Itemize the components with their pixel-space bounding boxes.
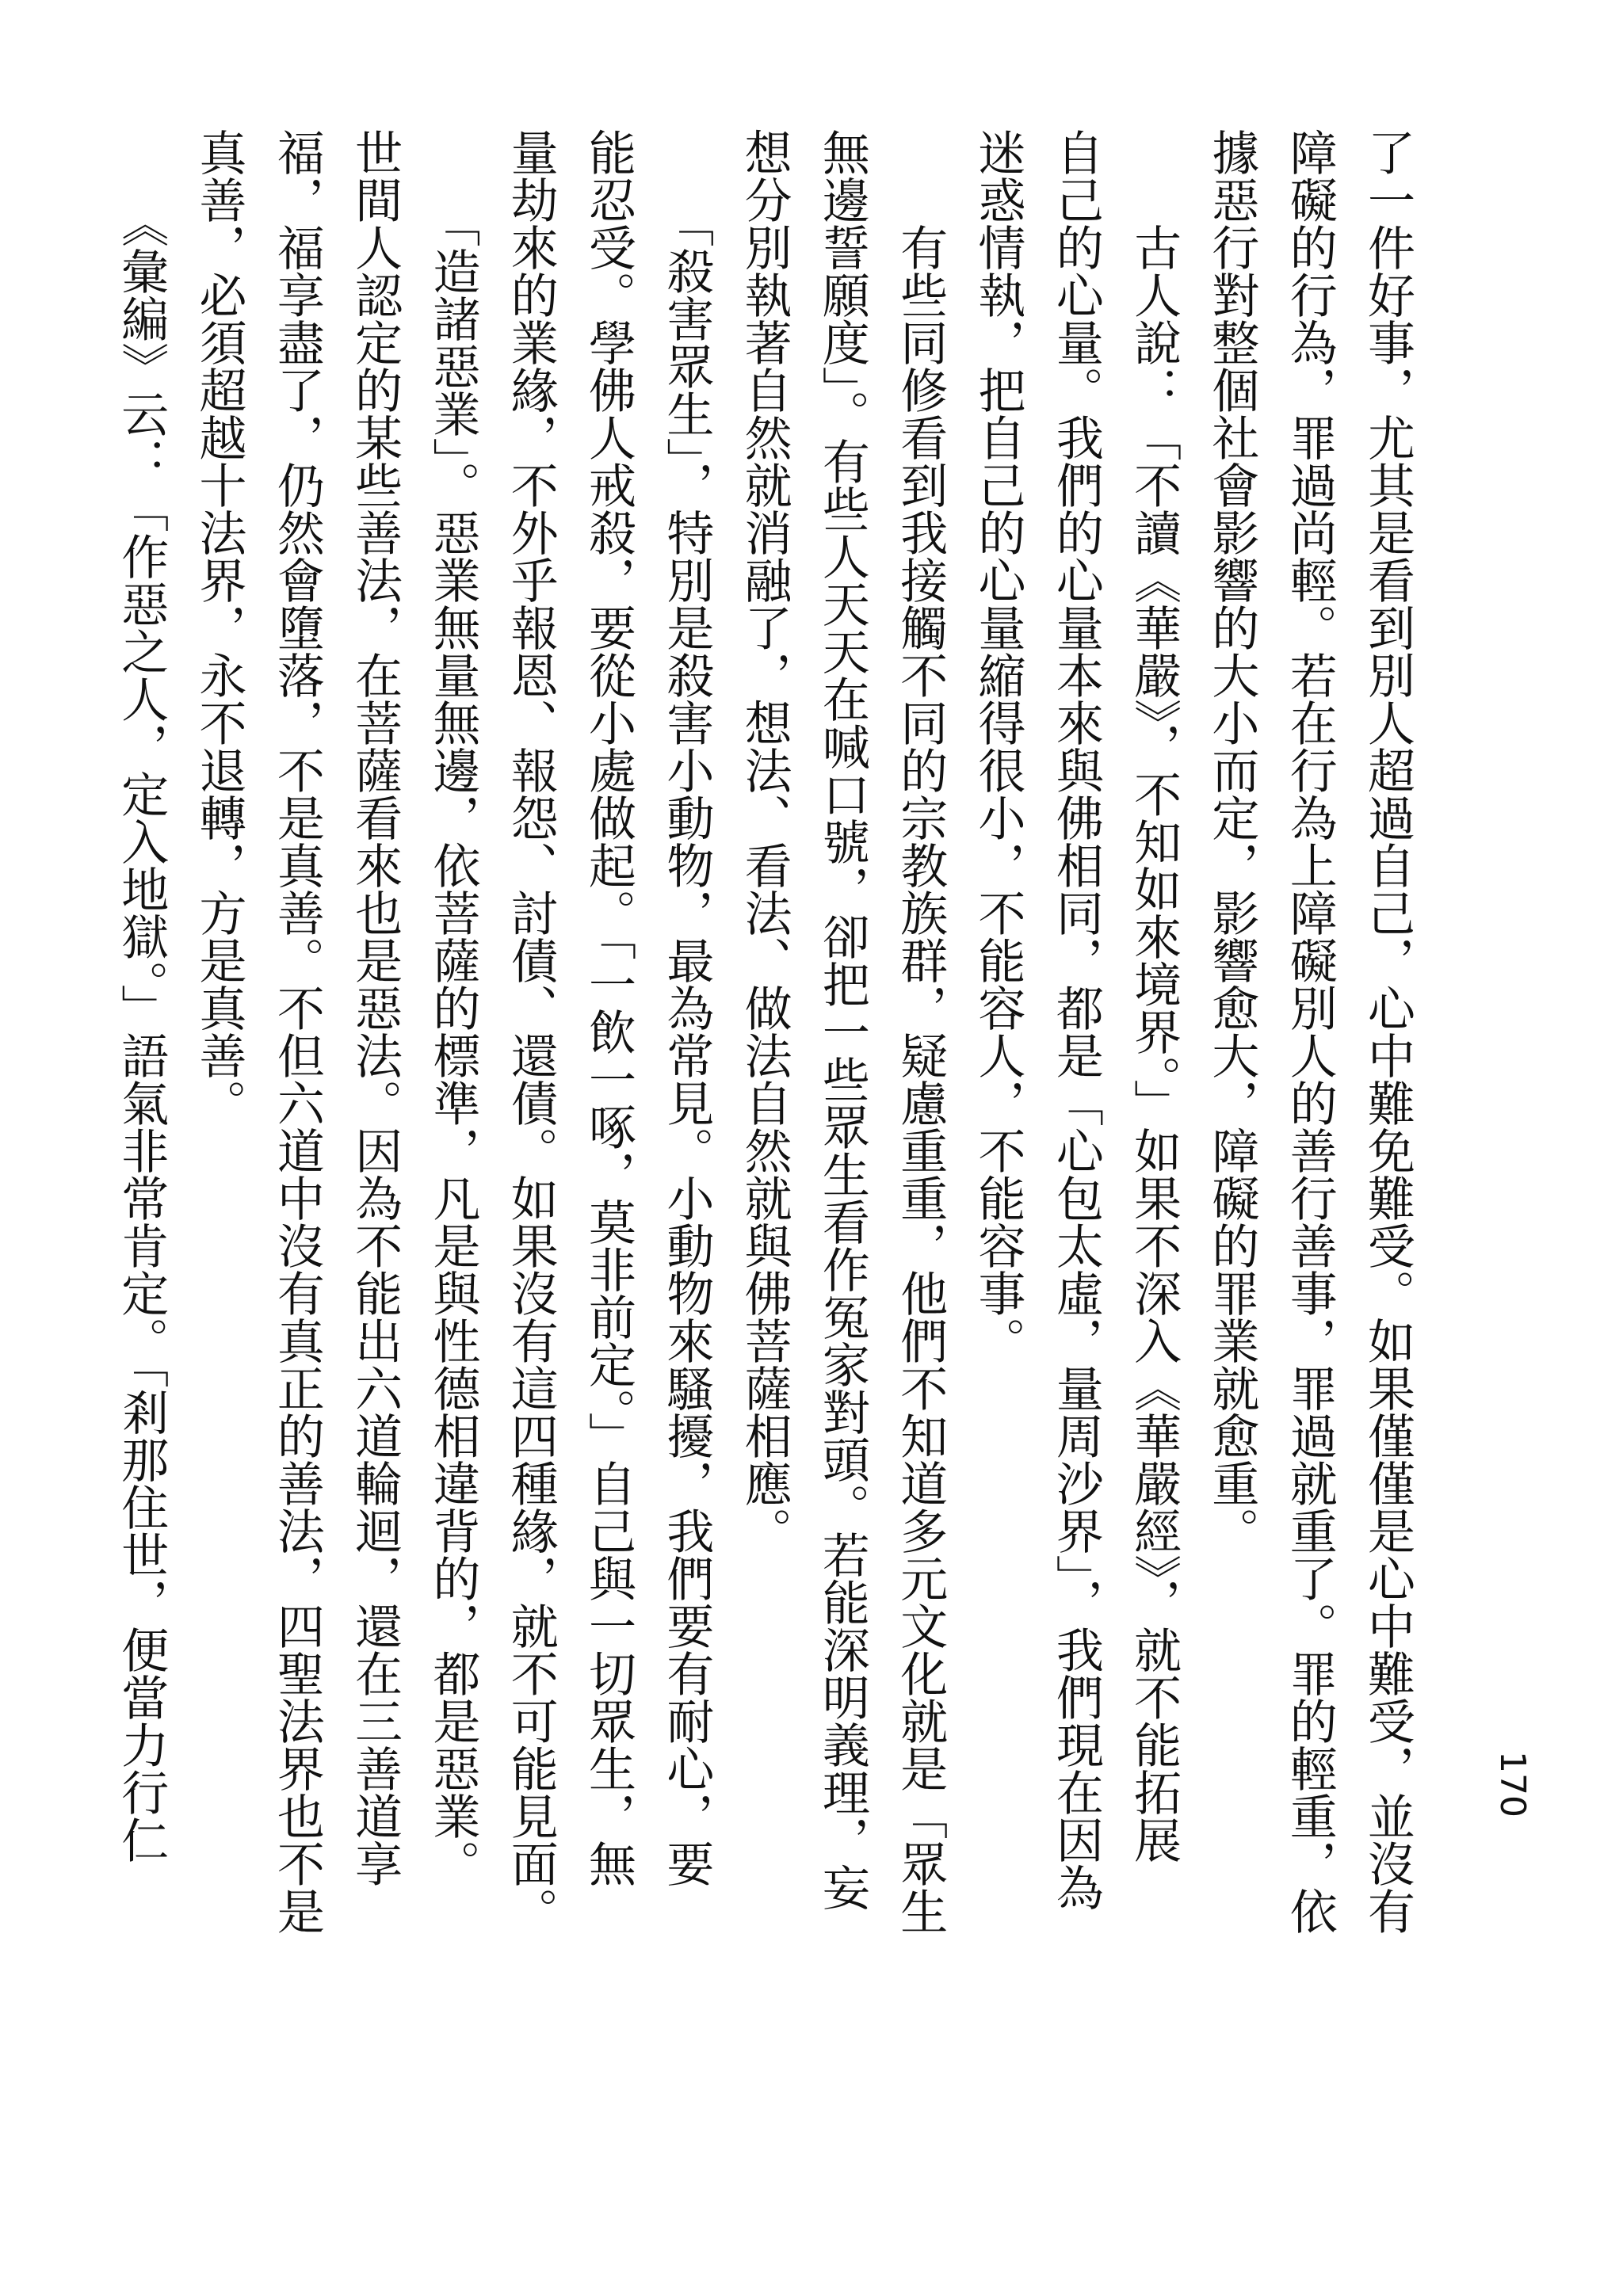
paragraph-1: 了一件好事，尤其是看到別人超過自己，心中難免難受。如果僅僅是心中難受，並沒有 障礙的行為，罪過尚輕。若在行為上障礙別人的善行善事，罪過就重了。罪的輕重，依 據惡行對整個社會影響的大小而定，影響愈大，障礙的罪業就愈重。 (1204, 128, 1415, 1935)
paragraph-6: 《彙編》云：「作惡之人，定入地獄。」語氣非常肯定。「剎那住世，便當力行仁 (113, 128, 170, 1863)
page-number: 170 (1492, 1751, 1533, 1817)
text-body (102, 128, 1426, 2220)
paragraph-2: 古人說：「不讀《華嚴》，不知如來境界。」如果不深入《華嚴經》，就不能拓展 自己的心量。我們的心量本來與佛相同，都是「心包太虛，量周沙界」，我們現在因為 迷惑情執，把自己的心量縮得很小，不能容人，不能容事。 (970, 128, 1182, 1911)
paragraph-5: 「造諸惡業」。惡業無量無邊，依菩薩的標準，凡是與性德相違背的，都是惡業。 世間人認定的某些善法，在菩薩看來也是惡法。因為不能出六道輪迴，還在三善道享 福，福享盡了，仍然會墮落，不是真善。不但六道中沒有真正的善法，四聖法界也不是 真善，必須超越十法界，永不退轉，方是真善。 (191, 128, 481, 1935)
paragraph-4: 「殺害眾生」，特別是殺害小動物，最為常見。小動物來騷擾，我們要有耐心，要 能忍受。學佛人戒殺，要從小處做起。「一飲一啄，莫非前定。」自己與一切眾生，無 量劫來的業緣，不外乎報恩、報怨、討債、還債。如果沒有這四種緣，就不可能見面。 (502, 128, 715, 1935)
paragraph-3: 有些同修看到我接觸不同的宗教族群，疑慮重重，他們不知道多元文化就是「眾生 無邊誓願度」。有些人天天在喊口號，卻把一些眾生看作冤家對頭。若能深明義理，妄 想分別執著自然就消融了，想法、看法、做法自然就與佛菩薩相應。 (736, 128, 949, 1935)
